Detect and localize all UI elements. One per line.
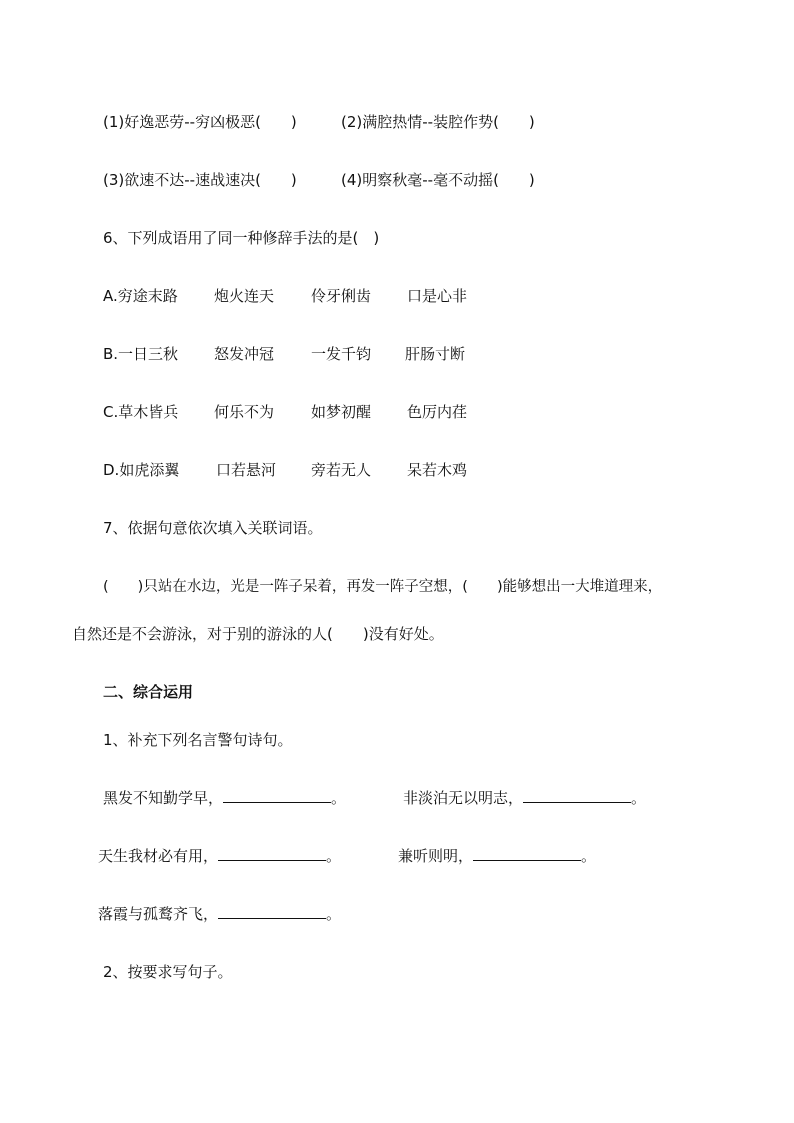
option-b-item-3: 肝肠寸断 (405, 345, 466, 363)
question-7-text-line-2: 自然还是不会游泳，对于别的游泳的人( )没有好处。 (72, 625, 444, 643)
verse-prompt-5 (98, 904, 341, 924)
verse-prompt-5-text: 落霞与孤鹜齐飞， (98, 905, 219, 923)
option-a-item-3: 口是心非 (407, 287, 468, 305)
verse-prompt-3 (98, 846, 341, 866)
answer-blank[interactable] (218, 904, 326, 919)
verse-prompt-2 (403, 788, 646, 808)
option-b-label: B.一日三秋 (103, 345, 179, 363)
end-mark: 。 (581, 847, 597, 865)
verse-prompt-2-text: 非淡泊无以明志， (403, 789, 524, 807)
end-mark: 。 (631, 789, 647, 807)
section-heading: 二、综合运用 (103, 683, 194, 701)
verse-prompt-3-text: 天生我材必有用， (98, 847, 219, 865)
question-2: 2、按要求写句子。 (103, 963, 233, 981)
option-b-item-2: 一发千钧 (311, 345, 372, 363)
answer-blank[interactable] (223, 788, 331, 803)
option-c-item-1: 何乐不为 (214, 403, 275, 421)
question-1: 1、补充下列名言警句诗句。 (103, 731, 293, 749)
verse-prompt-4 (398, 846, 596, 866)
question-6: 6、下列成语用了同一种修辞手法的是( ) (103, 229, 380, 247)
verse-prompt-1-text: 黑发不知勤学早， (103, 789, 224, 807)
option-c-item-2: 如梦初醒 (311, 403, 372, 421)
idiom-pair-1: (1)好逸恶劳--穷凶极恶( ) (103, 113, 297, 131)
option-d-item-1: 口若悬河 (216, 461, 277, 479)
idiom-pair-3: (3)欲速不达--速战速决( ) (103, 171, 297, 189)
answer-blank[interactable] (523, 788, 631, 803)
question-7-text-line-1: ( )只站在水边，光是一阵子呆着，再发一阵子空想，( )能够想出一大堆道理来， (103, 579, 663, 595)
idiom-pair-4: (4)明察秋毫--毫不动摇( ) (341, 171, 535, 189)
option-d-item-3: 呆若木鸡 (407, 461, 468, 479)
option-c-label: C.草木皆兵 (103, 403, 179, 421)
option-a-item-1: 炮火连天 (214, 287, 275, 305)
option-d-item-2: 旁若无人 (311, 461, 372, 479)
option-c-item-3: 色厉内荏 (407, 403, 468, 421)
answer-blank[interactable] (473, 846, 581, 861)
question-7: 7、依据句意依次填入关联词语。 (103, 519, 323, 537)
verse-prompt-1 (103, 788, 346, 808)
option-a-item-2: 伶牙俐齿 (311, 287, 372, 305)
answer-blank[interactable] (218, 846, 326, 861)
end-mark: 。 (331, 789, 347, 807)
verse-prompt-4-text: 兼听则明， (398, 847, 474, 865)
option-a-label: A.穷途末路 (103, 287, 178, 305)
end-mark: 。 (326, 847, 342, 865)
end-mark: 。 (326, 905, 342, 923)
option-d-label: D.如虎添翼 (103, 461, 180, 479)
option-b-item-1: 怒发冲冠 (214, 345, 275, 363)
idiom-pair-2: (2)满腔热情--装腔作势( ) (341, 113, 535, 131)
